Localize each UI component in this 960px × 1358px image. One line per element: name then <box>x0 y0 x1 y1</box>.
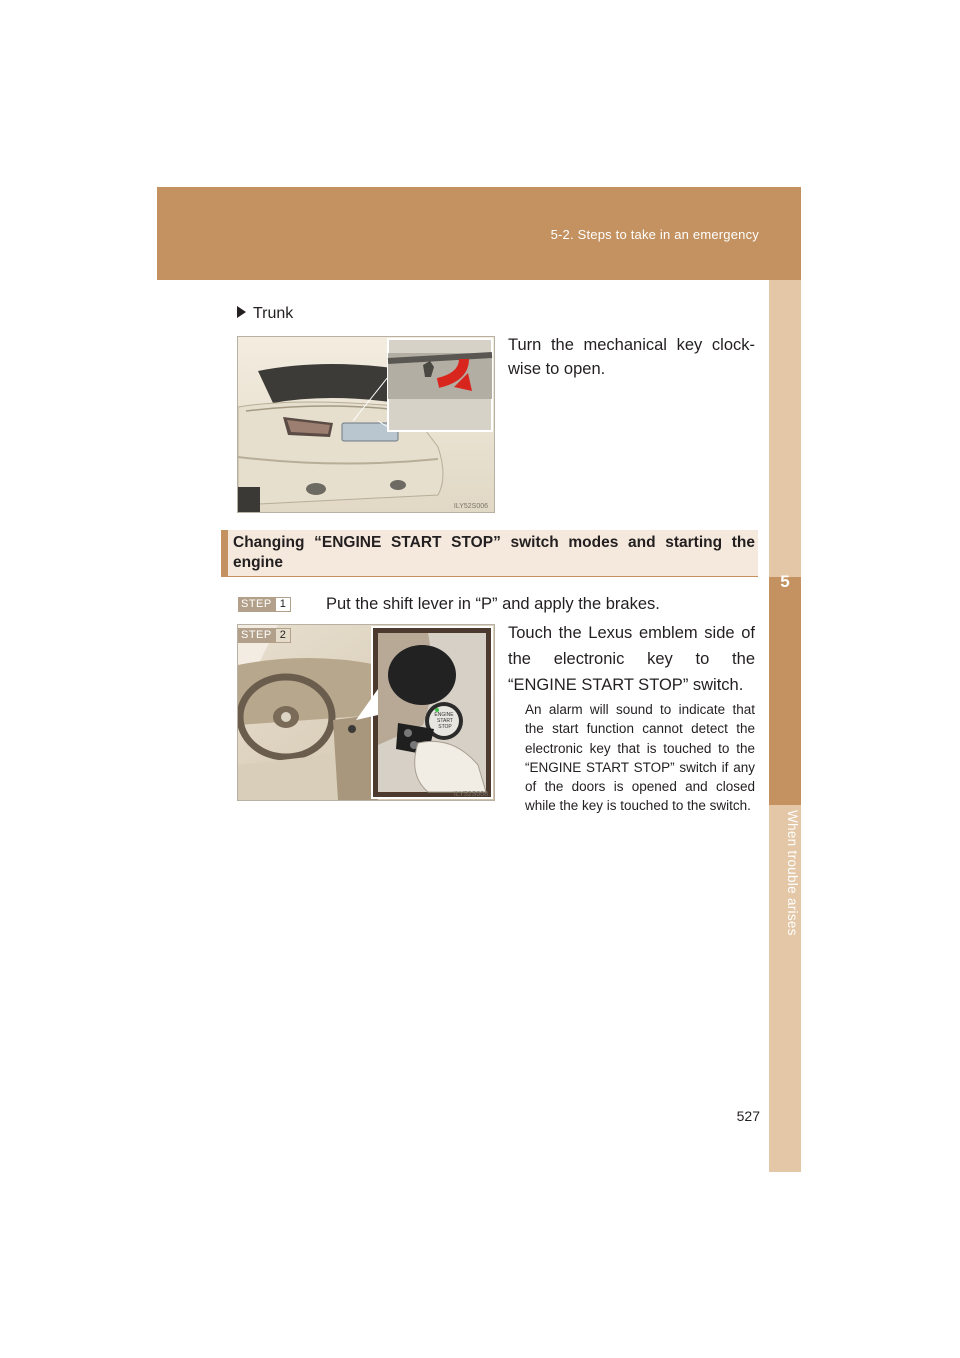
engine-button-label: START <box>437 718 453 724</box>
step-1-badge <box>238 597 291 612</box>
step-word: STEP <box>238 628 275 643</box>
figure-code: ILY52S006 <box>453 503 488 510</box>
step-2-note: An alarm will sound to indicate that the start function cannot detect the electronic key that is touched to the “ENGINE START STOP” switch if any of the doors is opened and closed while the key is touched to the switch. <box>525 702 755 814</box>
bullet-triangle-icon <box>237 306 246 318</box>
engine-button-label: STOP <box>438 724 452 730</box>
car-trunk-image <box>238 337 494 512</box>
section-heading <box>221 530 758 577</box>
chapter-label: When trouble arises <box>785 810 800 936</box>
side-tab-top <box>769 187 801 280</box>
section-title: 5-2. Steps to take in an emergency <box>550 227 759 242</box>
engine-start-illustration <box>237 624 495 801</box>
section-heading-text: Changing “ENGINE START STOP” switch modes and starting the engine <box>233 534 755 571</box>
header-band <box>157 187 801 280</box>
dashboard-image <box>238 625 494 800</box>
trunk-instruction: Turn the mechanical key clock-wise to open. <box>508 336 755 378</box>
page-number: 527 <box>736 1108 760 1124</box>
engine-button-label: ENGINE <box>434 712 454 718</box>
step-word: STEP <box>238 597 275 612</box>
trunk-heading <box>237 305 293 323</box>
step-2-badge <box>238 628 291 643</box>
chapter-block <box>769 577 801 805</box>
trunk-heading-text: Trunk <box>253 305 294 322</box>
chapter-number: 5 <box>780 572 790 591</box>
step-number: 2 <box>275 628 291 643</box>
step-1-text: Put the shift lever in “P” and apply the brakes. <box>326 595 660 613</box>
step-2-text: Touch the Lexus emblem side of the electronic key to the “ENGINE START STOP” switch. <box>508 624 755 694</box>
step-number: 1 <box>275 597 291 612</box>
figure-code: ILY52S008 <box>453 791 488 798</box>
section-heading-bar <box>221 530 228 577</box>
trunk-illustration <box>237 336 495 513</box>
